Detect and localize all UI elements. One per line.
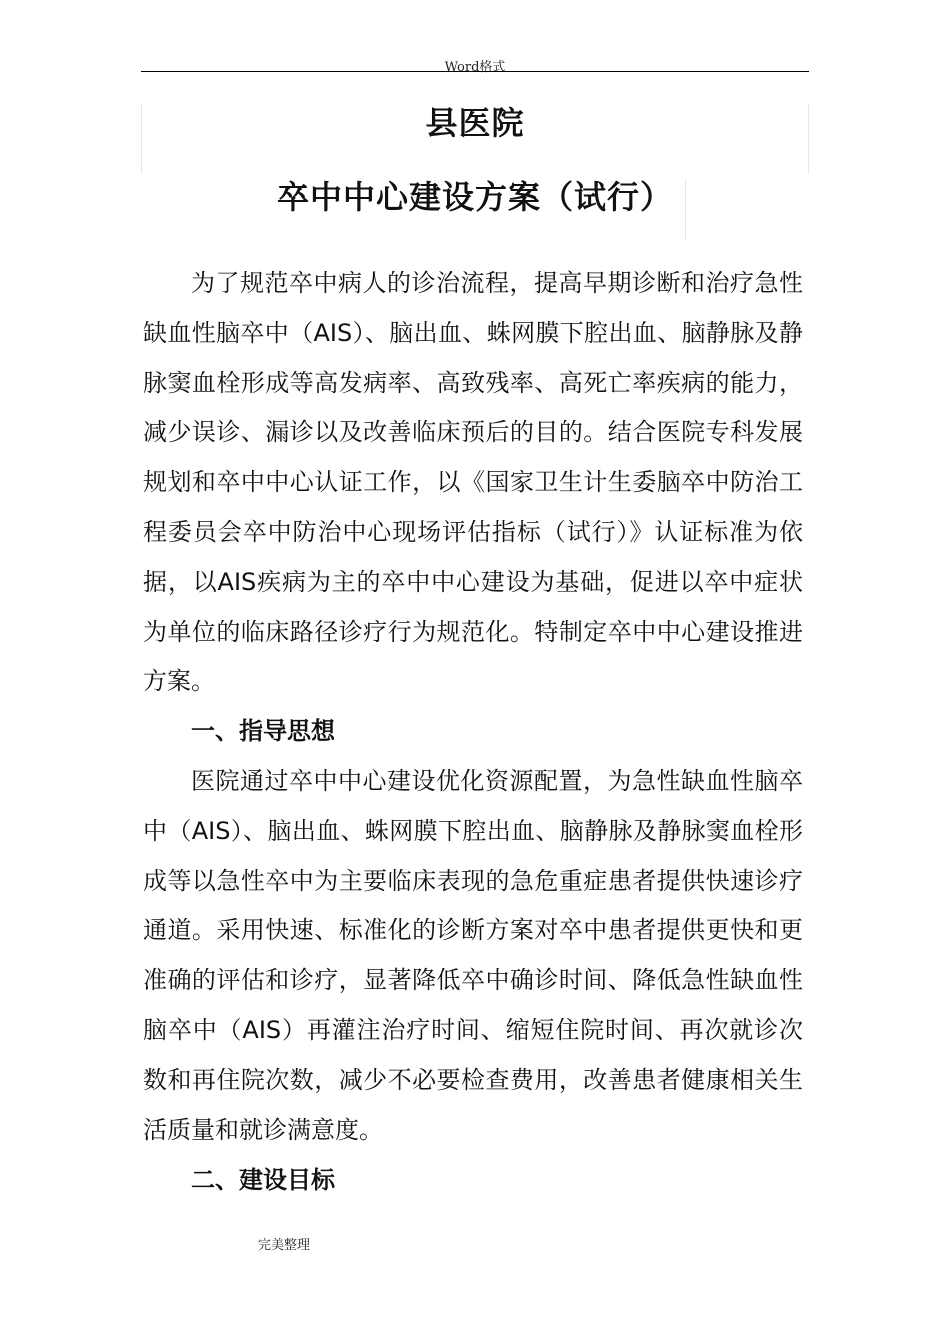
document-subtitle: 卒中中心建设方案（试行） [276, 178, 673, 216]
document-body [143, 259, 803, 1155]
document-title: 县医院 [425, 104, 525, 142]
section-heading-construction-goals: 二、建设目标 [191, 1166, 335, 1194]
header-rule [141, 71, 809, 72]
section-heading-guiding-ideology: 一、指导思想 [191, 717, 335, 746]
intro-paragraph: 为了规范卒中病人的诊治流程，提高早期诊断和治疗急性缺血性脑卒中（AIS）、脑出血、蛛网膜下腔出血、脑静脉及静脉窦血栓形成等高发病率、高致残率、高死亡率疾病的能力，减少误诊、漏诊以及改善临床预后的目的。结合医院专科发展规划和卒中中心认证工作，以《国家卫生计生委脑卒中防治工程委员会卒中防治中心现场评估指标（试行）》认证标准为依据，以AIS疾病为主的卒中中心建设为基础，促进以卒中症状为单位的临床路径诊疗行为规范化。特制定卒中中心建设推进方案。 [143, 269, 803, 696]
document-body-continued [143, 1156, 803, 1206]
guiding-ideology-paragraph: 医院通过卒中中心建设优化资源配置，为急性缺血性脑卒中（AIS）、脑出血、蛛网膜下腔出血、脑静脉及静脉窦血栓形成等以急性卒中为主要临床表现的急危重症患者提供快速诊疗通道。采用快速、标准化的诊断方案对卒中患者提供更快和更准确的评估和诊疗，显著降低卒中确诊时间、降低急性缺血性脑卒中（AIS）再灌注治疗时间、缩短住院时间、再次就诊次数和再住院次数，减少不必要检查费用，改善患者健康相关生活质量和就诊满意度。 [143, 766, 803, 1144]
page-footer: 完美整理 [258, 1238, 311, 1253]
page-header: Word格式 [444, 60, 506, 75]
